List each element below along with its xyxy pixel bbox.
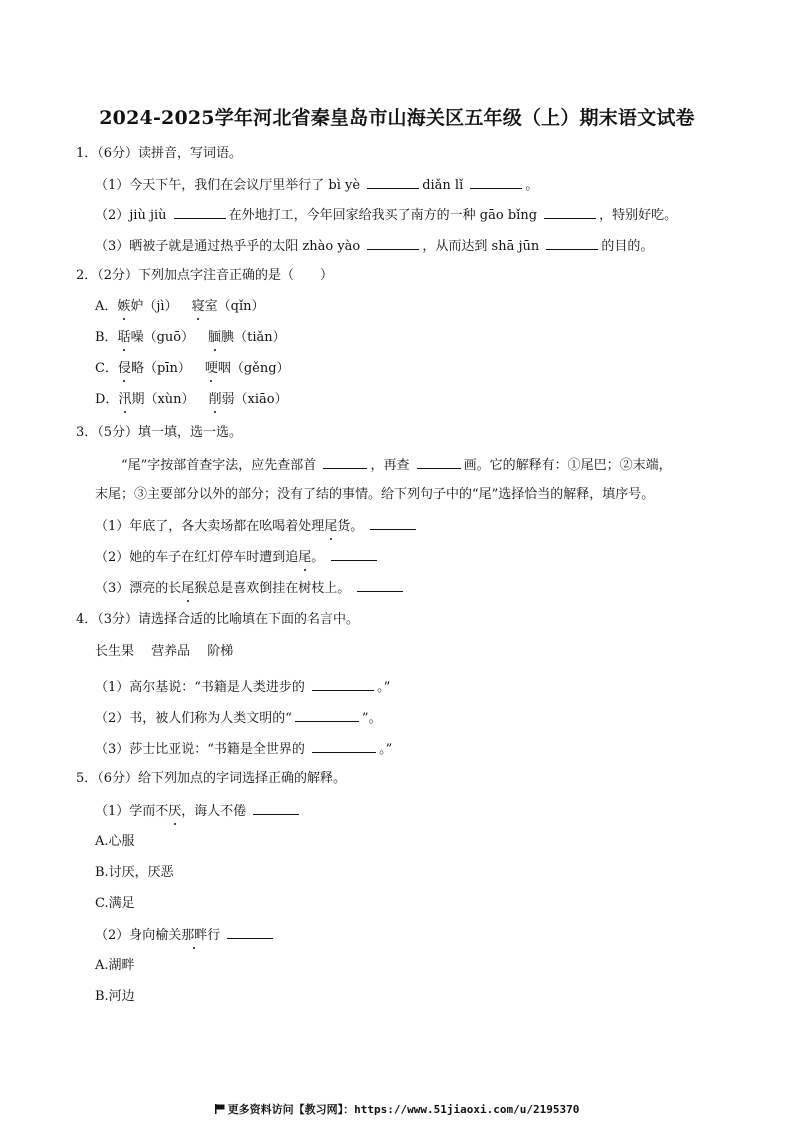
q1-s3-text-a: （3）晒被子就是通过热乎乎的太阳 zhào yào bbox=[95, 239, 365, 254]
q5-option-a1[interactable]: A.心服 bbox=[95, 834, 135, 849]
q3-s2-text-b: 。 bbox=[311, 550, 329, 565]
q1-sentence-3 bbox=[95, 236, 653, 256]
option-letter: C． bbox=[95, 361, 118, 376]
q3-stem: 3．（5分）填一填，选一选。 bbox=[76, 425, 243, 440]
answer-blank[interactable] bbox=[367, 175, 419, 189]
q4-s1-text-a: （1）高尔基说：“书籍是人类进步的 bbox=[95, 680, 310, 695]
q2-option-c[interactable] bbox=[95, 360, 290, 378]
q2-option-a[interactable] bbox=[95, 298, 264, 316]
dotted-char: 削 bbox=[208, 392, 222, 407]
dotted-char: 那畔 bbox=[181, 928, 208, 943]
answer-blank[interactable] bbox=[295, 708, 359, 722]
option-letter: D． bbox=[95, 392, 119, 407]
q5-s1-text-a: （1）学而不 bbox=[95, 804, 169, 819]
q5-s2-text-a: （2）身向榆关 bbox=[95, 928, 182, 943]
page-footer[interactable] bbox=[0, 1101, 794, 1117]
q3-sentence-1 bbox=[95, 516, 419, 536]
dotted-char: 侵 bbox=[117, 361, 131, 376]
answer-blank[interactable] bbox=[417, 455, 461, 469]
q3-p1-text-b: ，再查 bbox=[370, 458, 414, 473]
q5-s1-text-b: ，诲人不倦 bbox=[181, 804, 251, 819]
q5-option-c1[interactable]: C.满足 bbox=[95, 896, 135, 911]
q4-s3-text-a: （3）莎士比亚说：“书籍是全世界的 bbox=[95, 742, 310, 757]
q2-stem: 2．（2分）下列加点字注音正确的是（ ） bbox=[76, 268, 334, 283]
option-word: 室（qǐn） bbox=[204, 299, 265, 314]
q3-s1-text-a: （1）年底了，各大卖场都在吆喝着处理 bbox=[95, 519, 325, 534]
q1-s2-text-b: 在外地打工，今年回家给我买了南方的一种 gāo bǐng bbox=[228, 208, 542, 223]
footer-link-text[interactable]: 更多资料访问【教习网】：https://www.51jiaoxi.com/u/2195370 bbox=[227, 1103, 580, 1116]
q3-s3-text-a: （3）漂亮的长 bbox=[95, 581, 182, 596]
answer-blank[interactable] bbox=[312, 677, 374, 691]
q1-s1-text-b: diǎn lǐ bbox=[422, 178, 468, 193]
answer-blank[interactable] bbox=[331, 547, 377, 561]
q3-sentence-2 bbox=[95, 547, 380, 567]
q4-s2-text-a: （2）书，被人们称为人类文明的“ bbox=[95, 711, 292, 726]
q4-s1-text-b: 。” bbox=[377, 680, 391, 695]
q3-p1-text-a: “尾”字按部首查字法，应先查部首 bbox=[121, 458, 321, 473]
q1-s1-text-c: 。 bbox=[525, 178, 539, 193]
q1-s2-text-a: （2）jiù jiù bbox=[95, 208, 171, 223]
q4-sentence-3 bbox=[95, 739, 392, 759]
q1-s2-text-c: ，特别好吃。 bbox=[599, 208, 678, 223]
option-letter: B． bbox=[95, 330, 118, 345]
q5-s2-text-b: 行 bbox=[207, 928, 225, 943]
q1-sentence-1 bbox=[95, 175, 538, 195]
dotted-char: 厌 bbox=[168, 804, 182, 819]
q4-word-options: 长生果 营养品 阶梯 bbox=[95, 644, 234, 659]
q3-paragraph-line-1 bbox=[121, 455, 672, 475]
option-word: 噪（guō） bbox=[130, 330, 195, 345]
q4-sentence-1 bbox=[95, 677, 390, 697]
q1-sentence-2 bbox=[95, 205, 677, 225]
q2-option-d[interactable] bbox=[95, 391, 288, 409]
q5-stem: 5．（6分）给下列加点的字词选择正确的解释。 bbox=[76, 771, 347, 786]
q1-stem: 1．（6分）读拼音，写词语。 bbox=[76, 146, 243, 161]
q2-option-b[interactable] bbox=[95, 329, 286, 347]
q5-option-b2[interactable]: B.河边 bbox=[95, 989, 135, 1004]
dotted-char: 腼 bbox=[208, 330, 222, 345]
dotted-char: 汛 bbox=[118, 392, 132, 407]
answer-blank[interactable] bbox=[546, 236, 598, 250]
dotted-char: 哽 bbox=[204, 361, 218, 376]
option-letter: A． bbox=[95, 299, 118, 314]
answer-blank[interactable] bbox=[227, 925, 273, 939]
page-title: 2024-2025学年河北省秦皇岛市山海关区五年级（上）期末语文试卷 bbox=[99, 107, 695, 129]
answer-blank[interactable] bbox=[470, 175, 522, 189]
option-word: 期（xùn） bbox=[131, 392, 195, 407]
q4-s2-text-b: ”。 bbox=[361, 711, 382, 726]
dotted-char: 尾 bbox=[324, 519, 338, 534]
q4-s3-text-b: 。” bbox=[379, 742, 393, 757]
answer-blank[interactable] bbox=[253, 801, 299, 815]
dotted-char: 寝 bbox=[191, 299, 205, 314]
q1-s3-text-c: 的目的。 bbox=[601, 239, 654, 254]
option-word: 略（pīn） bbox=[130, 361, 191, 376]
flag-icon bbox=[215, 1104, 225, 1114]
dotted-char: 尾 bbox=[181, 581, 195, 596]
answer-blank[interactable] bbox=[323, 455, 367, 469]
q5-sentence-1 bbox=[95, 801, 302, 821]
answer-blank[interactable] bbox=[174, 205, 226, 219]
answer-blank[interactable] bbox=[370, 516, 416, 530]
q3-p1-text-c: 画。它的解释有：①尾巴；②末端， bbox=[463, 458, 672, 473]
option-word: 腆（tiǎn） bbox=[221, 330, 286, 345]
q1-s3-text-b: ，从而达到 shā jūn bbox=[422, 239, 544, 254]
dotted-char: 嫉 bbox=[117, 299, 131, 314]
q3-sentence-3 bbox=[95, 578, 406, 598]
q3-paragraph-line-2: 末尾；③主要部分以外的部分；没有了结的事情。给下列句子中的“尾”选择恰当的解释，填序号。 bbox=[95, 487, 655, 502]
answer-blank[interactable] bbox=[544, 205, 596, 219]
answer-blank[interactable] bbox=[367, 236, 419, 250]
dotted-char: 尾 bbox=[298, 550, 312, 565]
option-word: 弱（xiāo） bbox=[221, 392, 288, 407]
q5-sentence-2 bbox=[95, 925, 276, 945]
q5-option-a2[interactable]: A.湖畔 bbox=[95, 958, 135, 973]
answer-blank[interactable] bbox=[312, 739, 376, 753]
q3-s3-text-b: 猴总是喜欢倒挂在树枝上。 bbox=[194, 581, 355, 596]
q5-option-b1[interactable]: B.讨厌，厌恶 bbox=[95, 865, 174, 880]
option-word: 妒（jì） bbox=[130, 299, 178, 314]
q3-s1-text-b: 货。 bbox=[337, 519, 368, 534]
answer-blank[interactable] bbox=[357, 578, 403, 592]
q4-sentence-2 bbox=[95, 708, 382, 728]
option-word: 咽（gěng） bbox=[217, 361, 290, 376]
q1-s1-text-a: （1）今天下午，我们在会议厅里举行了 bì yè bbox=[95, 178, 365, 193]
dotted-char: 聒 bbox=[117, 330, 131, 345]
q3-s2-text-a: （2）她的车子在红灯停车时遭到追 bbox=[95, 550, 299, 565]
q4-stem: 4．（3分）请选择合适的比喻填在下面的名言中。 bbox=[76, 612, 360, 627]
